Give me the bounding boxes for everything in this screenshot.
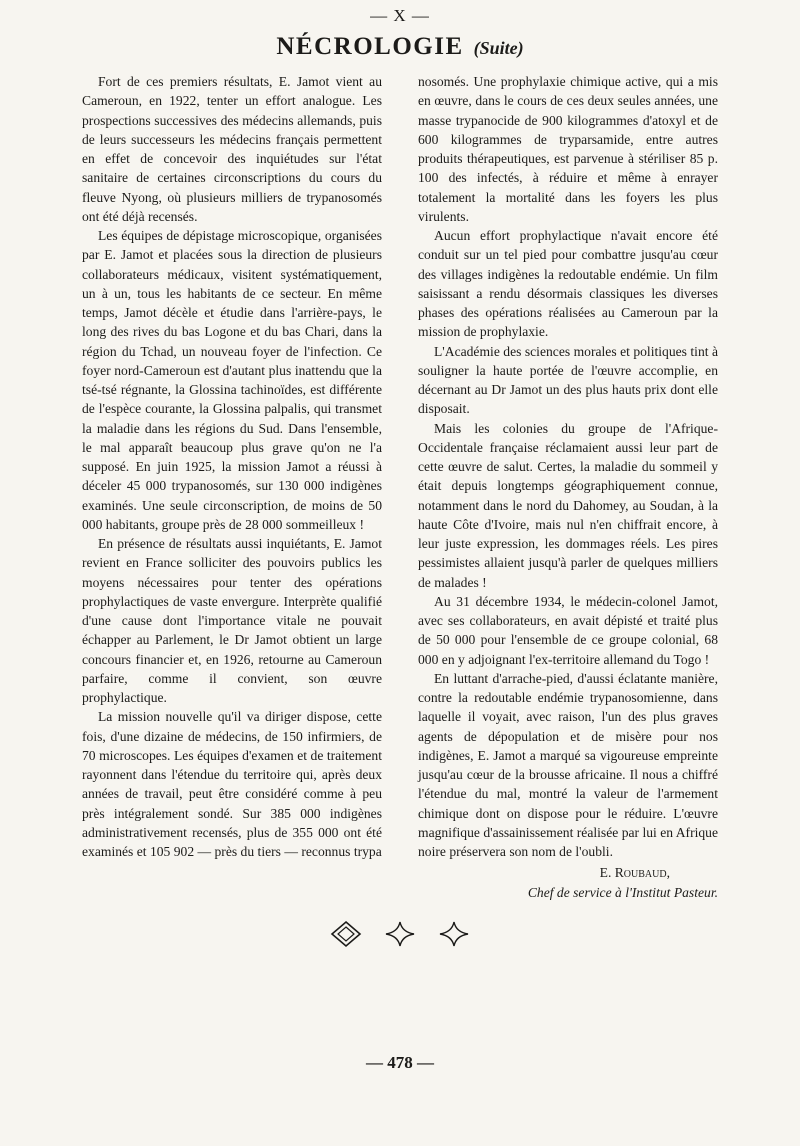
paragraph: Les équipes de dépistage microscopique, organisées par E. Jamot et placées sous la direction de plusieurs collaborateurs médicaux, visitent systématiquement, un à un, tous les habitants de ce secteur. En même temps, Jamot décèle et étudie dans l'arrière-pays, le long des rives du bas Logone et du bas Chari, dans la région du Tchad, un nouveau foyer de l'infection. Ce foyer nord-Cameroun est d'autant plus inattendu que la tsé-tsé régnante, la Glossina tachinoïdes, est différente de l'espèce courante, la Glossina palpalis, qui transmet la maladie dans les régions du Sud. Dans l'ensemble, le mal apparaît beaucoup plus grave qu'on ne l'a supposé. En juin 1925, la mission Jamot a réussi à déceler 45 000 trypanosomés, sur 130 000 indigènes examinés. Une seule circonscription, de moins de 50 000 habitants, groupe près de 28 000 sommeilleux ! [82, 228, 382, 532]
folio: — X — [370, 6, 430, 25]
paragraph: En présence de résultats aussi inquiétants, E. Jamot revient en France solliciter des pouvoirs publics les moyens nécessaires pour tenter des opérations prophylactiques de vaste envergure. Interprète qualifié d'une cause dont l'importance vitale ne pouvait échapper au Parlement, le Dr Jamot obtient un large concours financier et, en 1926, retourne au Cameroun parfaire, comme il convient, son œuvre prophylactique. [82, 536, 382, 705]
page-number: — 478 — [366, 1053, 434, 1072]
paragraph: Mais les colonies du groupe de l'Afrique-Occidentale française réclamaient aussi leur part de cette œuvre de salut. Certes, la maladie du sommeil y était depuis longtemps géographiquement connue, notamment dans le nord du Dahomey, au Soudan, à la haute Côte d'Ivoire, mais nul n'en chiffrait encore, à leur juste expression, les dommages réels. Les pires pessimistes allaient jusqu'à parler de quelques milliers de malades ! [418, 420, 718, 590]
paragraph: La mission nouvelle qu'il va diriger dispose, cette fois, d'une dizaine de médecins, de 150 infirmiers, de 70 microscopes. Les équipes d'examen et de traitement rayonnent dans l'étendue du territoire qui, après deux années de travail, peut être considéré comme à peu près intégralement sondé. Sur 385 000 indigènes administrativement recensés, plus de 355 000 ont été examinés et 105 902 — près du tiers — reconnus trypa [82, 709, 382, 859]
paragraph: Aucun effort prophylactique n'avait encore été conduit sur un tel pied pour combattre jusqu'au cœur des villages indigènes la redoutable endémie. Un film saisissant a rendu désormais classiques les diverses phases des opérations réalisées au Cameroun par la mission de prophylaxie. [418, 228, 718, 340]
left-column [82, 72, 382, 861]
paragraph: En luttant d'arrache-pied, d'aussi éclatante manière, contre la redoutable endémie trypanosomienne, dans laquelle il voyait, avec raison, l'un des plus graves agents de dépopulation et de misère pour nos indigènes, E. Jamot a marqué sa vigoureuse empreinte jusqu'au cœur de la brousse africaine. Il nous a chiffré l'étendue du mal, montré la valeur de l'armement chimique dont on dispose pour le réduire. L'œuvre magnifique d'assainissement réalisée par lui en Afrique noire préservera son nom de l'oubli. [418, 670, 718, 859]
diamond-ornament-icon [437, 920, 471, 948]
title-main: NÉCROLOGIE [276, 33, 464, 60]
paragraph: Fort de ces premiers résultats, E. Jamot vient au Cameroun, en 1922, tenter un effort analogue. Les prospections successives des médecins allemands, puis de leurs successeurs les médecins français permettent en effet de concevoir des inquiétudes sur l'état sanitaire de certaines circonscriptions du cours du fleuve Nyong, où plusieurs milliers de trypanosomés ont été déjà recensés. [82, 74, 382, 224]
paragraph: Au 31 décembre 1934, le médecin-colonel Jamot, avec ses collaborateurs, en avait dépisté et traité plus de 50 000 pour l'ensemble de ce groupe colonial, 68 000 en y adjoignant l'ex-territoire allemand du Togo ! [418, 593, 718, 667]
title-suffix: (Suite) [473, 38, 524, 58]
signature-role: Chef de service à l'Institut Pasteur. [527, 884, 718, 900]
diamond-ornament-icon [383, 920, 417, 948]
signature-name: E. Roubaud, [599, 865, 670, 881]
paragraph: nosomés. Une prophylaxie chimique active, qui a mis en œuvre, dans le cours de ces deux seules années, une masse trypanocide de 900 kilogrammes d'atoxyl et de 600 kilogrammes de tryparsamide, entre autres produits thérapeutiques, est parvenue à stériliser 85 p. 100 des infectés, à réduire et même à enrayer totalement la mortalité dans les foyers les plus virulents. [418, 74, 718, 224]
paragraph: L'Académie des sciences morales et politiques tint à souligner la haute portée de l'œuvre accomplie, en décernant au Dr Jamot un des plus hauts prix dont elle disposait. [418, 343, 718, 417]
ornament-row [0, 920, 800, 948]
page-title [0, 33, 800, 61]
right-column [418, 72, 718, 902]
signature [418, 863, 718, 902]
diamond-ornament-icon [329, 920, 363, 948]
